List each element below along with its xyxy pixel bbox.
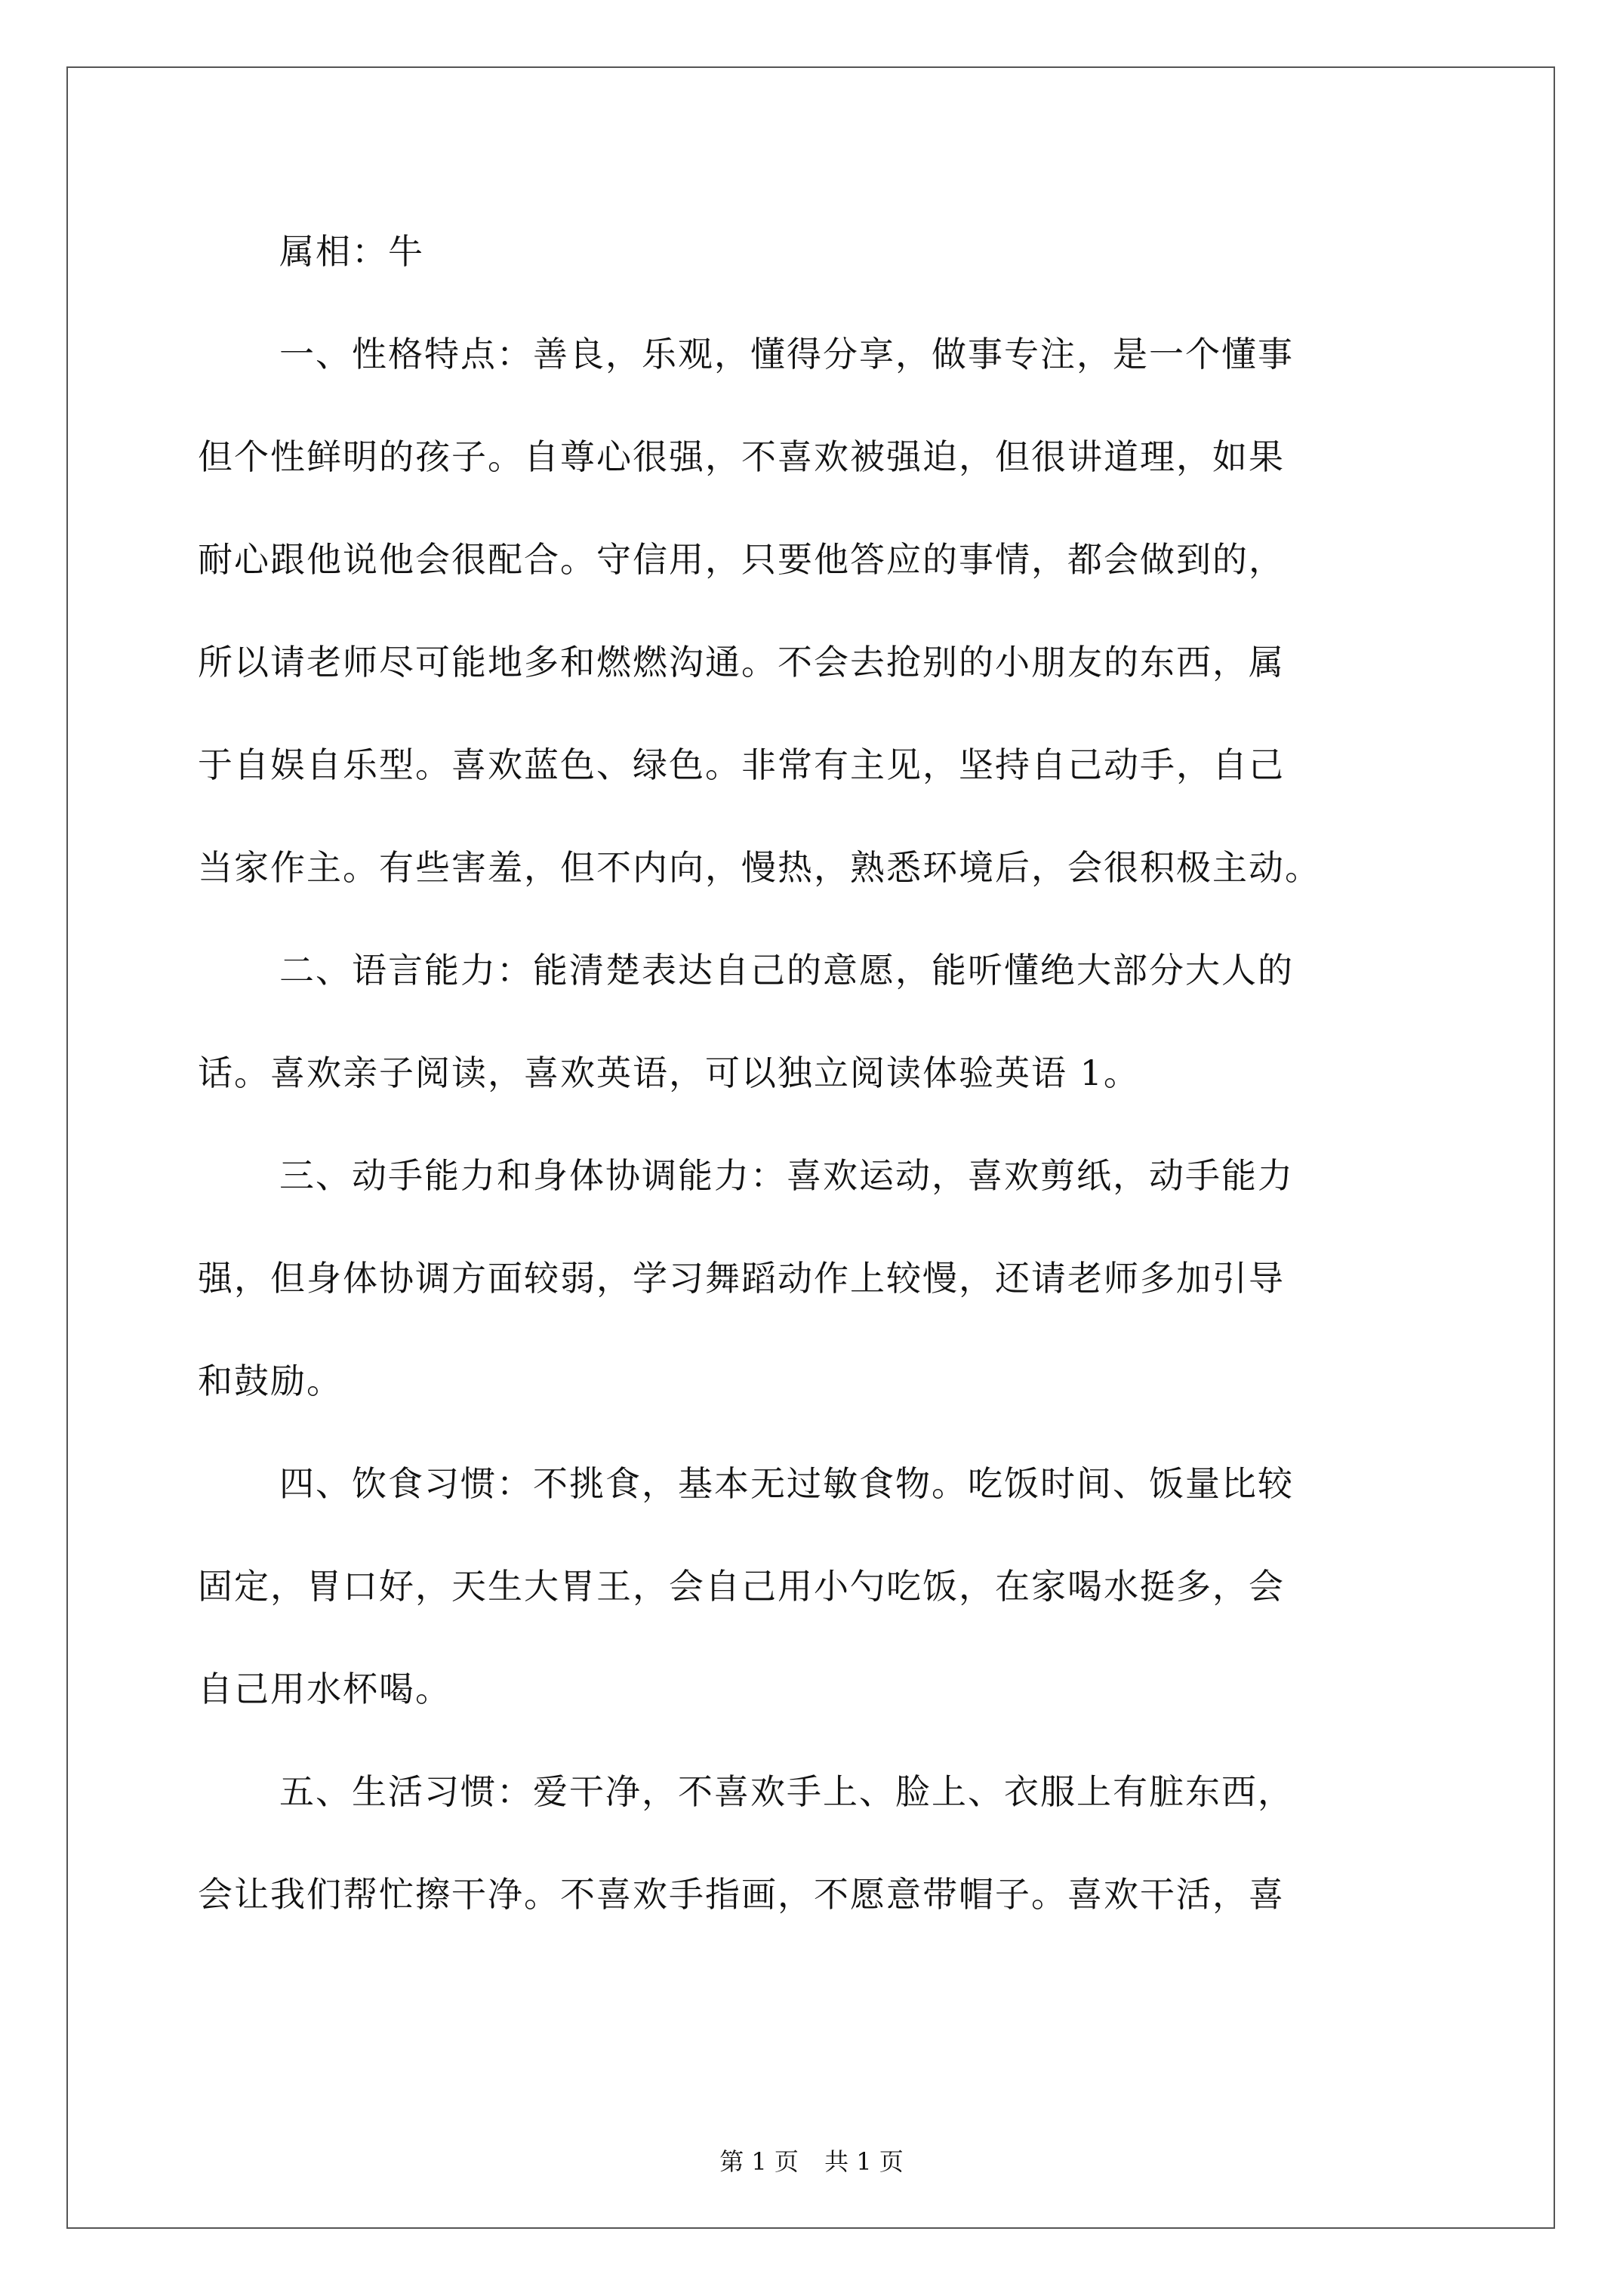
section-5-heading-line: 五、生活习惯：爱干净，不喜欢手上、脸上、衣服上有脏东西， <box>279 1771 1294 1812</box>
paragraph-line: 和鼓励。 <box>198 1361 343 1401</box>
paragraph-line: 耐心跟他说他会很配合。守信用，只要他答应的事情，都会做到的， <box>198 539 1285 580</box>
paragraph-line: 自己用水杯喝。 <box>198 1669 451 1709</box>
paragraph-line: 但个性鲜明的孩子。自尊心很强，不喜欢被强迫，但很讲道理，如果 <box>198 436 1285 477</box>
paragraph-line: 强，但身体协调方面较弱，学习舞蹈动作上较慢，还请老师多加引导 <box>198 1258 1285 1299</box>
page-footer <box>0 2143 1623 2177</box>
paragraph-line: 于自娱自乐型。喜欢蓝色、绿色。非常有主见，坚持自己动手，自己 <box>198 744 1285 785</box>
paragraph-line: 当家作主。有些害羞，但不内向，慢热，熟悉环境后，会很积极主动。 <box>198 847 1321 888</box>
paragraph-line: 固定，胃口好，天生大胃王，会自己用小勺吃饭，在家喝水挺多，会 <box>198 1566 1285 1607</box>
paragraph-line: 所以请老师尽可能地多和燃燃沟通。不会去抢别的小朋友的东西，属 <box>198 642 1285 683</box>
zodiac-line: 属相：牛 <box>279 231 424 272</box>
section-3-heading-line: 三、动手能力和身体协调能力：喜欢运动，喜欢剪纸，动手能力 <box>279 1155 1294 1196</box>
paragraph-line: 话。喜欢亲子阅读，喜欢英语，可以独立阅读体验英语 1。 <box>198 1052 1140 1093</box>
section-4-heading-line: 四、饮食习惯：不挑食，基本无过敏食物。吃饭时间、饭量比较 <box>279 1463 1294 1504</box>
section-2-heading-line: 二、语言能力：能清楚表达自己的意愿，能听懂绝大部分大人的 <box>279 950 1294 991</box>
paragraph-line: 会让我们帮忙擦干净。不喜欢手指画，不愿意带帽子。喜欢干活，喜 <box>198 1874 1285 1915</box>
document-body <box>198 223 1433 1969</box>
page-number-total: 共 1 页 <box>824 2147 904 2176</box>
page-number-current: 第 1 页 <box>719 2147 799 2176</box>
section-1-heading-line: 一、性格特点：善良，乐观，懂得分享，做事专注，是一个懂事 <box>279 334 1294 374</box>
